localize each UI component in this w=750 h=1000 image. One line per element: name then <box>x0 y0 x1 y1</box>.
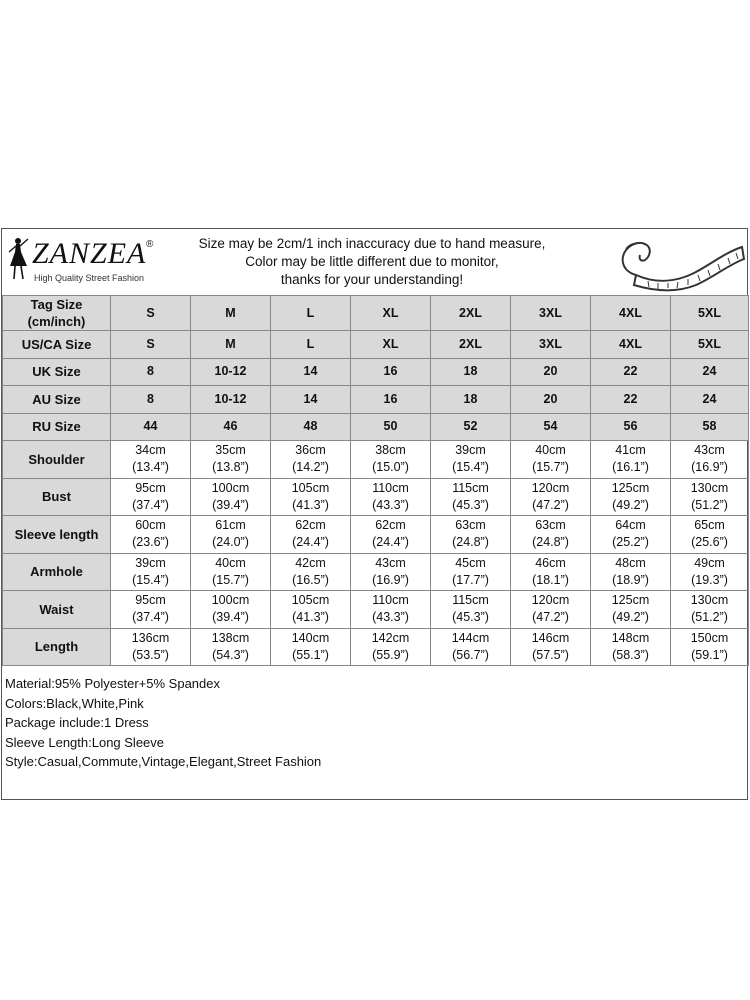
size-cell: 14 <box>271 386 351 414</box>
cm-value: 40cm <box>535 443 566 458</box>
inch-value: (39.4”) <box>212 610 249 625</box>
measure-cell <box>431 516 511 554</box>
size-row <box>3 358 749 386</box>
cm-value: 110cm <box>372 480 409 495</box>
inch-value: (23.6”) <box>132 535 169 550</box>
size-cell: 16 <box>351 386 431 414</box>
inch-value: (53.5”) <box>132 647 169 662</box>
row-header-line: Tag Size <box>30 297 83 312</box>
measure-cell <box>591 591 671 629</box>
inch-value: (59.1”) <box>691 647 728 662</box>
cm-value: 125cm <box>611 480 650 495</box>
measure-cell <box>111 628 191 666</box>
row-header <box>3 358 111 386</box>
size-cell: L <box>271 296 351 331</box>
row-header: Bust <box>3 478 111 516</box>
cm-value: 146cm <box>531 630 570 645</box>
detail-style: Style:Casual,Commute,Vintage,Elegant,Street Fashion <box>5 754 322 769</box>
measure-cell <box>191 441 271 479</box>
row-header: Armhole <box>3 553 111 591</box>
measure-cell <box>351 478 431 516</box>
brand-name: ZANZEA <box>32 237 147 270</box>
cm-value: 100cm <box>211 480 250 495</box>
measure-cell <box>671 628 749 666</box>
cm-value: 43cm <box>375 555 406 570</box>
measure-cell <box>111 478 191 516</box>
inch-value: (24.8”) <box>452 535 489 550</box>
cm-value: 61cm <box>215 518 246 533</box>
inch-value: (37.4”) <box>132 497 169 512</box>
cm-value: 115cm <box>452 593 489 608</box>
measure-cell <box>591 628 671 666</box>
inch-value: (43.3”) <box>372 610 409 625</box>
size-cell: S <box>111 331 191 359</box>
cm-value: 48cm <box>615 555 646 570</box>
cm-value: 115cm <box>452 480 489 495</box>
row-header <box>3 413 111 441</box>
cm-value: 60cm <box>135 518 166 533</box>
row-header: Length <box>3 628 111 666</box>
cm-value: 130cm <box>690 480 729 495</box>
inch-value: (41.3”) <box>292 497 329 512</box>
inch-value: (51.2”) <box>691 497 728 512</box>
cm-value: 150cm <box>690 630 729 645</box>
inch-value: (57.5”) <box>532 647 569 662</box>
measure-cell <box>591 478 671 516</box>
cm-value: 36cm <box>295 443 326 458</box>
size-cell: 24 <box>671 386 749 414</box>
size-cell: M <box>191 331 271 359</box>
cm-value: 39cm <box>135 555 166 570</box>
inch-value: (43.3”) <box>372 497 409 512</box>
cm-value: 40cm <box>215 555 246 570</box>
size-cell: 16 <box>351 358 431 386</box>
measure-cell <box>591 441 671 479</box>
cm-value: 63cm <box>455 518 486 533</box>
size-cell: 56 <box>591 413 671 441</box>
measure-cell <box>351 628 431 666</box>
size-cell: 3XL <box>511 331 591 359</box>
size-cell: 5XL <box>671 296 749 331</box>
size-chart <box>1 228 748 800</box>
inch-value: (58.3”) <box>612 647 649 662</box>
inch-value: (14.2”) <box>292 460 329 475</box>
cm-value: 43cm <box>694 443 725 458</box>
measure-cell <box>111 516 191 554</box>
measure-cell <box>271 553 351 591</box>
measure-cell <box>431 478 511 516</box>
measure-cell <box>511 553 591 591</box>
inch-value: (49.2”) <box>612 497 649 512</box>
cm-value: 35cm <box>215 443 246 458</box>
inch-value: (16.5”) <box>292 572 329 587</box>
row-header-line: US/CA Size <box>21 336 92 352</box>
measure-cell <box>271 516 351 554</box>
notice-line: thanks for your understanding! <box>280 272 464 287</box>
cm-value: 95cm <box>135 593 166 608</box>
inch-value: (15.0”) <box>372 460 409 475</box>
brand-logo <box>6 235 166 291</box>
inch-value: (54.3”) <box>212 647 249 662</box>
measure-cell <box>671 478 749 516</box>
inch-value: (47.2”) <box>532 497 569 512</box>
cm-value: 42cm <box>295 555 326 570</box>
cm-value: 41cm <box>615 443 646 458</box>
inch-value: (15.4”) <box>452 460 489 475</box>
measure-row <box>3 553 749 591</box>
measure-row <box>3 591 749 629</box>
measure-cell <box>431 628 511 666</box>
size-cell: 48 <box>271 413 351 441</box>
row-header: Shoulder <box>3 441 111 479</box>
inch-value: (45.3”) <box>452 497 489 512</box>
row-header-line: UK Size <box>32 364 81 380</box>
size-cell: 2XL <box>431 296 511 331</box>
measure-cell <box>351 591 431 629</box>
inch-value: (15.7”) <box>532 460 569 475</box>
cm-value: 110cm <box>372 593 409 608</box>
detail-sleeve: Sleeve Length:Long Sleeve <box>5 734 165 750</box>
row-header <box>3 331 111 359</box>
measurement-notice <box>172 235 572 289</box>
measure-row <box>3 478 749 516</box>
size-cell: 2XL <box>431 331 511 359</box>
measure-cell <box>591 516 671 554</box>
measure-cell <box>191 591 271 629</box>
measure-cell <box>431 591 511 629</box>
measure-cell <box>671 591 749 629</box>
inch-value: (19.3”) <box>691 572 728 587</box>
measure-cell <box>191 478 271 516</box>
inch-value: (45.3”) <box>452 610 489 625</box>
inch-value: (13.4”) <box>132 460 169 475</box>
cm-value: 65cm <box>694 518 725 533</box>
size-chart-header <box>2 229 747 296</box>
row-header-line: (cm/inch) <box>27 314 86 329</box>
measure-cell <box>431 553 511 591</box>
size-cell: 8 <box>111 386 191 414</box>
measure-cell <box>191 516 271 554</box>
measure-cell <box>351 441 431 479</box>
detail-package: Package include:1 Dress <box>5 715 149 730</box>
inch-value: (51.2”) <box>691 610 728 625</box>
product-details <box>5 674 321 772</box>
measure-cell <box>351 516 431 554</box>
size-cell: M <box>191 296 271 331</box>
cm-value: 100cm <box>211 593 250 608</box>
size-row <box>3 413 749 441</box>
cm-value: 105cm <box>291 480 330 495</box>
size-row <box>3 331 749 359</box>
cm-value: 63cm <box>535 518 566 533</box>
measure-cell <box>671 441 749 479</box>
measure-cell <box>271 628 351 666</box>
size-cell: 20 <box>511 386 591 414</box>
size-cell: S <box>111 296 191 331</box>
measure-cell <box>271 441 351 479</box>
inch-value: (49.2”) <box>612 610 649 625</box>
measure-cell <box>111 553 191 591</box>
size-row <box>3 386 749 414</box>
cm-value: 49cm <box>694 555 725 570</box>
cm-value: 120cm <box>531 593 570 608</box>
size-cell: 4XL <box>591 331 671 359</box>
size-cell: 52 <box>431 413 511 441</box>
cm-value: 62cm <box>295 518 326 533</box>
cm-value: 95cm <box>135 480 166 495</box>
measure-row <box>3 441 749 479</box>
cm-value: 138cm <box>211 630 250 645</box>
size-row <box>3 296 749 331</box>
row-header <box>3 386 111 414</box>
size-cell: XL <box>351 331 431 359</box>
size-cell: 3XL <box>511 296 591 331</box>
size-cell: 20 <box>511 358 591 386</box>
size-cell: 4XL <box>591 296 671 331</box>
size-cell: 5XL <box>671 331 749 359</box>
size-table-body <box>3 296 749 666</box>
notice-line: Size may be 2cm/1 inch inaccuracy due to hand measure, <box>198 236 546 251</box>
size-cell: 50 <box>351 413 431 441</box>
cm-value: 136cm <box>131 630 170 645</box>
cm-value: 62cm <box>375 518 406 533</box>
measure-cell <box>511 516 591 554</box>
size-cell: 8 <box>111 358 191 386</box>
cm-value: 130cm <box>690 593 729 608</box>
size-cell: 18 <box>431 386 511 414</box>
size-cell: 22 <box>591 386 671 414</box>
size-cell: 10-12 <box>191 358 271 386</box>
cm-value: 45cm <box>455 555 486 570</box>
row-header-line: RU Size <box>32 419 81 435</box>
size-cell: 14 <box>271 358 351 386</box>
cm-value: 64cm <box>615 518 646 533</box>
inch-value: (39.4”) <box>212 497 249 512</box>
inch-value: (24.4”) <box>292 535 329 550</box>
measure-cell <box>431 441 511 479</box>
measure-row <box>3 628 749 666</box>
size-cell: 58 <box>671 413 749 441</box>
measure-cell <box>191 553 271 591</box>
cm-value: 34cm <box>135 443 166 458</box>
detail-material: Material:95% Polyester+5% Spandex <box>5 676 220 691</box>
inch-value: (15.7”) <box>212 572 249 587</box>
inch-value: (24.4”) <box>372 535 409 550</box>
measure-cell <box>511 591 591 629</box>
inch-value: (47.2”) <box>532 610 569 625</box>
inch-value: (18.1”) <box>532 572 569 587</box>
inch-value: (25.2”) <box>612 535 649 550</box>
size-cell: 24 <box>671 358 749 386</box>
size-table <box>2 295 749 666</box>
inch-value: (18.9”) <box>612 572 649 587</box>
inch-value: (55.9”) <box>372 647 409 662</box>
detail-colors: Colors:Black,White,Pink <box>5 695 144 711</box>
inch-value: (24.8”) <box>532 535 569 550</box>
size-cell: 54 <box>511 413 591 441</box>
measure-cell <box>351 553 431 591</box>
inch-value: (16.1”) <box>612 460 649 475</box>
cm-value: 140cm <box>291 630 330 645</box>
cm-value: 39cm <box>455 443 486 458</box>
row-header: Sleeve length <box>3 516 111 554</box>
size-cell: 44 <box>111 413 191 441</box>
cm-value: 38cm <box>375 443 406 458</box>
size-cell: 46 <box>191 413 271 441</box>
measure-cell <box>591 553 671 591</box>
measure-cell <box>191 628 271 666</box>
size-cell: L <box>271 331 351 359</box>
registered-mark: ® <box>146 239 154 250</box>
row-header: Waist <box>3 591 111 629</box>
inch-value: (24.0”) <box>212 535 249 550</box>
row-header-line: AU Size <box>32 391 81 407</box>
inch-value: (56.7”) <box>452 647 489 662</box>
inch-value: (55.1”) <box>292 647 329 662</box>
inch-value: (15.4”) <box>132 572 169 587</box>
cm-value: 120cm <box>531 480 570 495</box>
notice-line: Color may be little different due to monitor, <box>245 254 499 269</box>
measure-cell <box>271 591 351 629</box>
inch-value: (41.3”) <box>292 610 329 625</box>
measure-cell <box>511 478 591 516</box>
size-cell: XL <box>351 296 431 331</box>
inch-value: (16.9”) <box>372 572 409 587</box>
inch-value: (16.9”) <box>691 460 728 475</box>
inch-value: (37.4”) <box>132 610 169 625</box>
size-cell: 22 <box>591 358 671 386</box>
cm-value: 46cm <box>535 555 566 570</box>
measure-cell <box>111 441 191 479</box>
measure-cell <box>271 478 351 516</box>
measure-cell <box>671 516 749 554</box>
inch-value: (25.6”) <box>691 535 728 550</box>
size-cell: 18 <box>431 358 511 386</box>
measure-cell <box>111 591 191 629</box>
cm-value: 125cm <box>611 593 650 608</box>
cm-value: 144cm <box>451 630 490 645</box>
cm-value: 105cm <box>291 593 330 608</box>
measuring-tape-icon <box>614 231 746 293</box>
measure-row <box>3 516 749 554</box>
cm-value: 148cm <box>611 630 650 645</box>
brand-tagline: High Quality Street Fashion <box>34 273 145 283</box>
measure-cell <box>511 628 591 666</box>
row-header <box>3 296 111 331</box>
cm-value: 142cm <box>371 630 410 645</box>
measure-cell <box>671 553 749 591</box>
measure-cell <box>511 441 591 479</box>
size-cell: 10-12 <box>191 386 271 414</box>
inch-value: (13.8”) <box>212 460 249 475</box>
inch-value: (17.7”) <box>452 572 489 587</box>
